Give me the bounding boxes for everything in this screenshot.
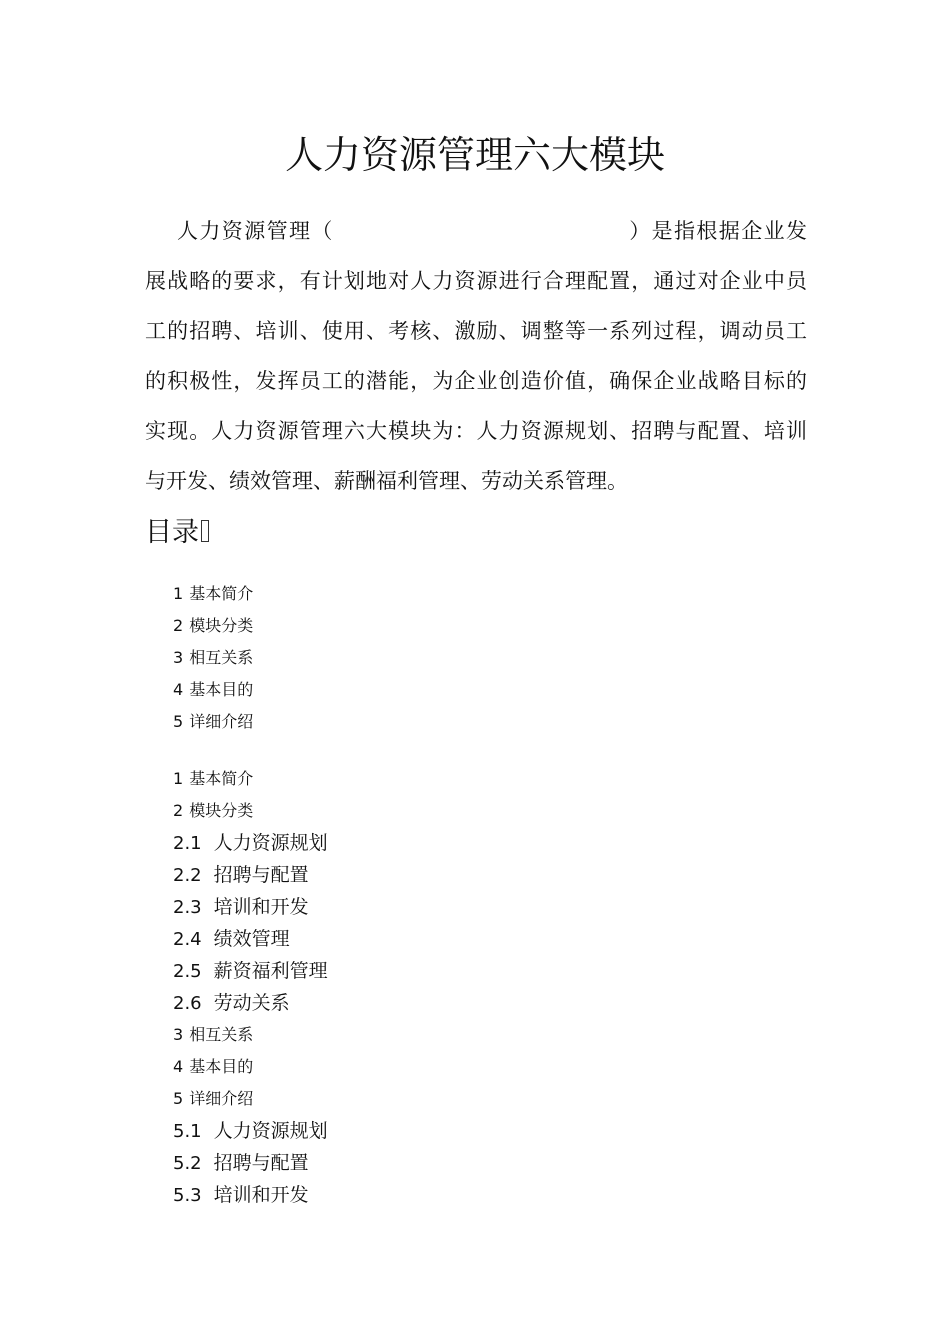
toc-item-text: 培训和开发 (213, 1184, 309, 1206)
toc-detail-item[interactable] (173, 763, 328, 795)
toc-item-number: 4 (173, 1057, 184, 1076)
toc-detail-subitem[interactable] (173, 1115, 328, 1147)
toc-summary-item[interactable] (173, 674, 253, 706)
toc-item-text: 招聘与配置 (213, 1152, 309, 1174)
toc-item-text: 招聘与配置 (213, 864, 309, 886)
toc-item-text: 基本目的 (189, 680, 254, 699)
toc-item-number: 2 (173, 616, 184, 635)
intro-line-1 (145, 206, 807, 256)
toc-item-number: 2.2 (173, 865, 202, 886)
toc-detail-item[interactable] (173, 1083, 328, 1115)
intro-segment-a: 人力资源管理（ (177, 219, 334, 243)
toc-item-number: 5.3 (173, 1185, 202, 1206)
toc-item-number: 2.3 (173, 897, 202, 918)
toc-item-number: 2.1 (173, 833, 202, 854)
toc-summary-item[interactable] (173, 610, 253, 642)
toc-item-number: 3 (173, 648, 184, 667)
toc-item-text: 培训和开发 (213, 896, 309, 918)
toc-item-text: 模块分类 (189, 801, 254, 820)
toc-item-number: 4 (173, 680, 184, 699)
toc-item-number: 2.4 (173, 929, 202, 950)
toc-detail-item[interactable] (173, 1019, 328, 1051)
intro-line-3: 工的招聘、培训、使用、考核、激励、调整等一系列过程，调动员工 (145, 319, 807, 343)
toc-detail-subitem[interactable] (173, 891, 328, 923)
missing-glyph-icon (201, 520, 209, 542)
toc-summary-item[interactable] (173, 706, 253, 738)
toc-item-text: 基本简介 (189, 769, 254, 788)
toc-item-number: 3 (173, 1025, 184, 1044)
toc-item-number: 1 (173, 584, 184, 603)
intro-line-4: 的积极性，发挥员工的潜能，为企业创造价值，确保企业战略目标的 (145, 369, 807, 393)
toc-heading-text: 目录 (145, 517, 199, 548)
toc-item-text: 劳动关系 (213, 992, 290, 1014)
toc-item-number: 2 (173, 801, 184, 820)
toc-item-number: 2.6 (173, 993, 202, 1014)
toc-detail-subitem[interactable] (173, 1147, 328, 1179)
toc-item-number: 5 (173, 1089, 184, 1108)
toc-item-number: 5.1 (173, 1121, 202, 1142)
toc-item-number: 1 (173, 769, 184, 788)
toc-detail-subitem[interactable] (173, 987, 328, 1019)
toc-item-number: 2.5 (173, 961, 202, 982)
toc-detail-list (173, 763, 328, 1211)
intro-line-5: 实现。人力资源管理六大模块为：人力资源规划、招聘与配置、培训 (145, 419, 807, 443)
toc-detail-subitem[interactable] (173, 955, 328, 987)
toc-item-text: 模块分类 (189, 616, 254, 635)
intro-segment-b: ）是指根据企业发 (627, 219, 808, 243)
toc-item-text: 详细介绍 (189, 1089, 254, 1108)
toc-detail-item[interactable] (173, 1051, 328, 1083)
toc-item-text: 人力资源规划 (213, 832, 328, 854)
toc-detail-subitem[interactable] (173, 827, 328, 859)
toc-item-text: 人力资源规划 (213, 1120, 328, 1142)
intro-paragraph (145, 206, 807, 506)
toc-summary-item[interactable] (173, 578, 253, 610)
toc-item-number: 5 (173, 712, 184, 731)
toc-item-number: 5.2 (173, 1153, 202, 1174)
toc-detail-item[interactable] (173, 795, 328, 827)
toc-heading (145, 513, 209, 553)
toc-detail-subitem[interactable] (173, 923, 328, 955)
toc-item-text: 相互关系 (189, 648, 254, 667)
document-title: 人力资源管理六大模块 (284, 133, 665, 177)
toc-item-text: 薪资福利管理 (213, 960, 328, 982)
intro-line-2: 展战略的要求，有计划地对人力资源进行合理配置，通过对企业中员 (145, 269, 807, 293)
toc-item-text: 基本简介 (189, 584, 254, 603)
intro-line-6: 与开发、绩效管理、薪酬福利管理、劳动关系管理。 (145, 469, 628, 493)
toc-summary-list (173, 578, 253, 738)
toc-item-text: 基本目的 (189, 1057, 254, 1076)
toc-item-text: 详细介绍 (189, 712, 254, 731)
toc-item-text: 相互关系 (189, 1025, 254, 1044)
toc-summary-item[interactable] (173, 642, 253, 674)
toc-item-text: 绩效管理 (213, 928, 290, 950)
toc-detail-subitem[interactable] (173, 859, 328, 891)
toc-detail-subitem[interactable] (173, 1179, 328, 1211)
